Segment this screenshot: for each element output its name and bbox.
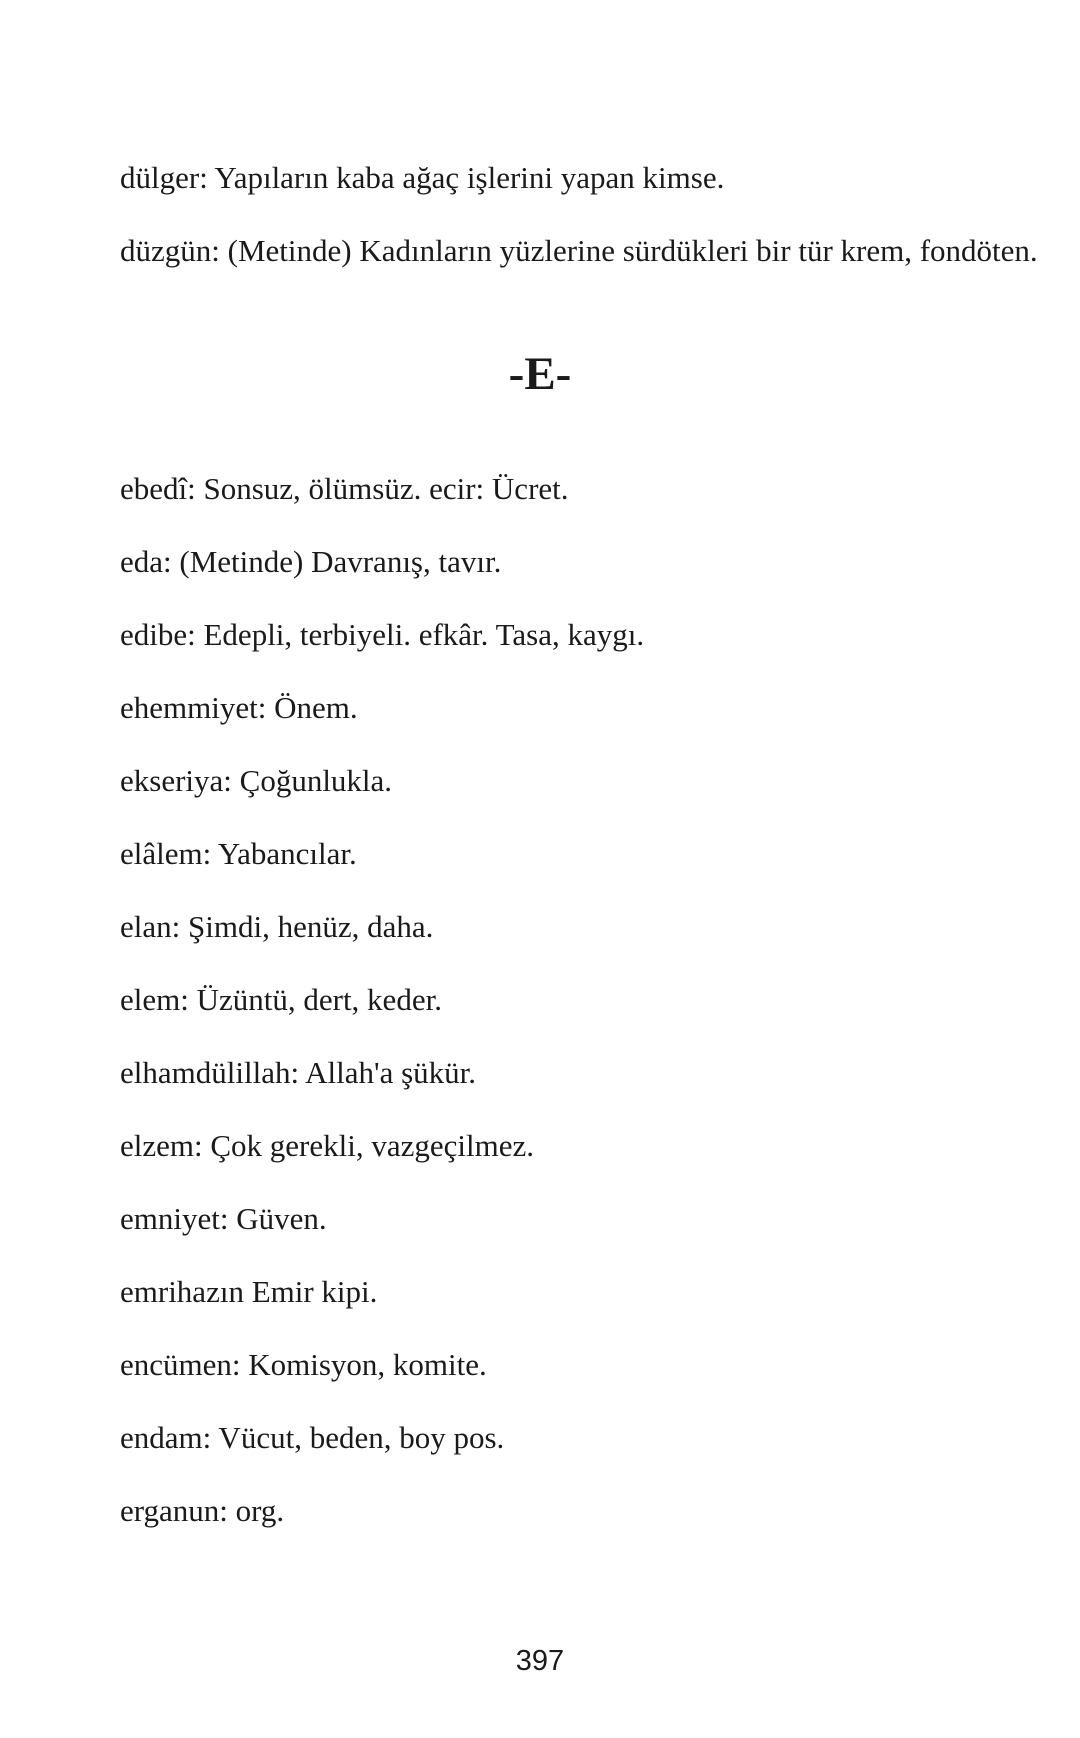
glossary-entry: ebedî: Sonsuz, ölümsüz. ecir: Ücret. bbox=[120, 471, 569, 506]
glossary-entry: emniyet: Güven. bbox=[120, 1201, 327, 1236]
glossary-entry: erganun: org. bbox=[120, 1493, 285, 1528]
glossary-entry: elem: Üzüntü, dert, keder. bbox=[120, 982, 442, 1017]
glossary-entry: eda: (Metinde) Davranış, tavır. bbox=[120, 544, 502, 579]
glossary-entry: elan: Şimdi, henüz, daha. bbox=[120, 909, 434, 944]
glossary-entry: ekseriya: Çoğunlukla. bbox=[120, 763, 393, 798]
glossary-entry: elzem: Çok gerekli, vazgeçilmez. bbox=[120, 1128, 535, 1163]
glossary-entry: ehemmiyet: Önem. bbox=[120, 690, 358, 725]
glossary-entry: emrihazın Emir kipi. bbox=[120, 1274, 378, 1309]
glossary-entry-dulger: dülger: Yapıların kaba ağaç işlerini yapan kimse. bbox=[120, 160, 725, 195]
glossary-entry: elhamdülillah: Allah'a şükür. bbox=[120, 1055, 477, 1090]
glossary-entry: endam: Vücut, beden, boy pos. bbox=[120, 1420, 505, 1455]
section-heading: -E- bbox=[508, 348, 572, 400]
glossary-entry: elâlem: Yabancılar. bbox=[120, 836, 357, 871]
glossary-entry: edibe: Edepli, terbiyeli. efkâr. Tasa, kaygı. bbox=[120, 617, 645, 652]
glossary-entry: encümen: Komisyon, komite. bbox=[120, 1347, 487, 1382]
page-number: 397 bbox=[515, 1645, 565, 1677]
glossary-entry-duzgun: düzgün: (Metinde) Kadınların yüzlerine sürdükleri bir tür krem, fondöten. bbox=[120, 233, 1038, 268]
